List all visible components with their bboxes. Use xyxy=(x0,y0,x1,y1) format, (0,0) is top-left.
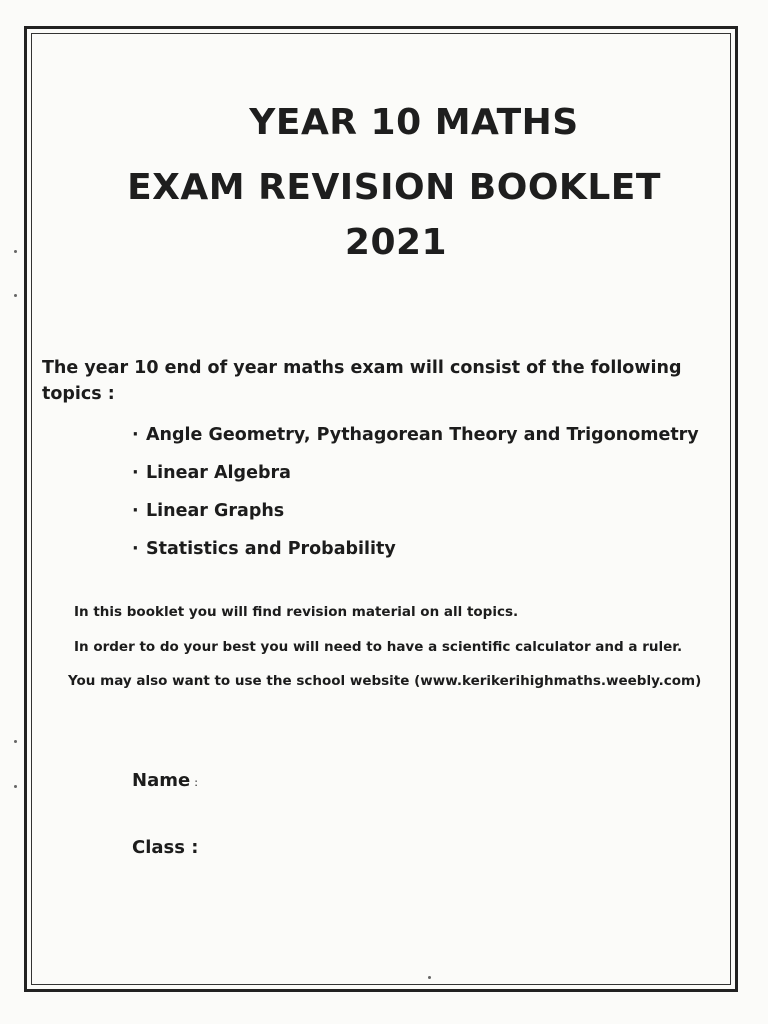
scan-speck xyxy=(14,740,17,743)
title-line-1: YEAR 10 MATHS xyxy=(249,102,579,143)
name-field-label xyxy=(132,770,198,791)
name-label-colon: : xyxy=(194,776,198,789)
list-item xyxy=(132,462,699,500)
class-field-label: Class : xyxy=(132,837,199,858)
title-year: 2021 xyxy=(344,222,448,263)
scan-speck xyxy=(428,976,431,979)
list-item xyxy=(132,424,699,462)
list-item xyxy=(132,538,699,576)
title-line-2: EXAM REVISION BOOKLET xyxy=(127,167,661,208)
bullet-icon: · xyxy=(132,501,139,521)
note-line-calculator: In order to do your best you will need to have a scientific calculator and a ruler. xyxy=(74,639,683,655)
scan-speck xyxy=(14,785,17,788)
bullet-icon: · xyxy=(132,539,139,559)
note-line-website: You may also want to use the school website (www.kerikerihighmaths.weebly.com) xyxy=(68,673,702,689)
list-item xyxy=(132,500,699,538)
name-label-text: Name xyxy=(132,770,191,791)
scan-speck xyxy=(14,294,17,297)
note-line-booklet: In this booklet you will find revision material on all topics. xyxy=(74,604,519,620)
topic-label: Statistics and Probability xyxy=(146,539,396,559)
bullet-icon: · xyxy=(132,425,139,445)
intro-paragraph: The year 10 end of year maths exam will consist of the following topics : xyxy=(42,358,682,404)
bullet-icon: · xyxy=(132,463,139,483)
topic-label: Linear Graphs xyxy=(146,501,285,521)
topic-list xyxy=(132,424,699,576)
topic-label: Linear Algebra xyxy=(146,463,291,483)
topic-label: Angle Geometry, Pythagorean Theory and Trigonometry xyxy=(146,425,699,445)
